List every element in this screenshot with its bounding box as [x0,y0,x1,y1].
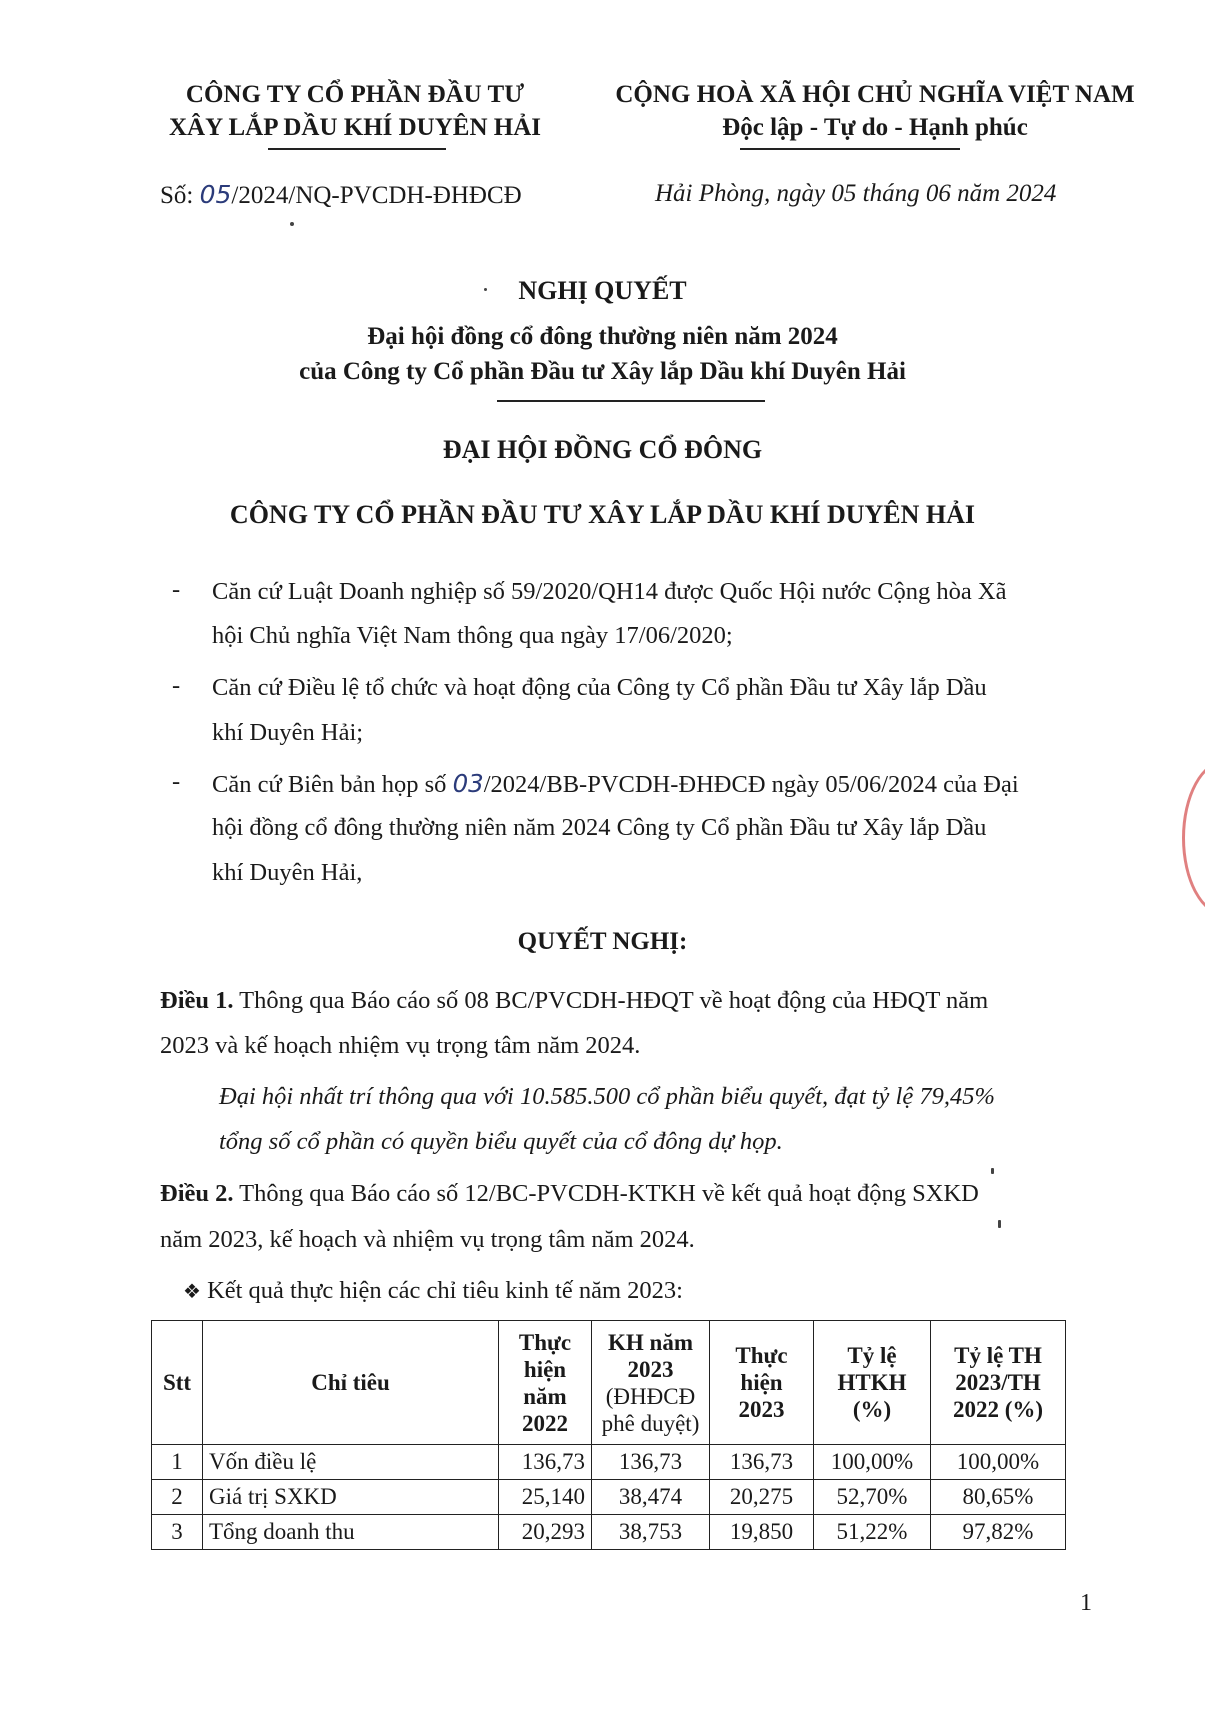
basis-3-line3: khí Duyên Hải, [212,859,363,886]
basis-2-dash: - [172,672,181,699]
table-cell: 2 [152,1480,203,1515]
basis-2-line2: khí Duyên Hải; [212,719,364,746]
document-subtitle-1: Đại hội đồng cổ đông thường niên năm 2024 [367,323,838,350]
scan-speck [991,1168,994,1174]
national-motto-header [585,78,1165,144]
basis-3-line1 [212,768,1019,801]
article-2-line1 [160,1178,979,1210]
header-chi-tieu: Chỉ tiêu [203,1321,499,1445]
basis-3-handwritten: 03 [452,769,484,798]
document-title: NGHỊ QUYẾT [518,276,687,305]
diamond-bullet-icon: ❖ [183,1279,201,1303]
article-1-line1 [160,985,988,1017]
motto-underline [740,148,960,150]
table-cell: 20,293 [499,1515,592,1550]
table-cell: 97,82% [931,1515,1066,1550]
scan-speck [998,1220,1001,1228]
issuer-line2: CÔNG TY CỔ PHẦN ĐẦU TƯ XÂY LẮP DẦU KHÍ DUYÊN HẢI [229,500,976,529]
article-2-label: Điều 2. [160,1180,234,1207]
results-heading [183,1275,683,1307]
results-heading-text: Kết quả thực hiện các chỉ tiêu kinh tế năm 2023: [207,1277,683,1304]
header-ty-le-htkh: Tỷ lệ HTKH (%) [814,1321,931,1445]
table-cell: 25,140 [499,1480,592,1515]
table-header-row [152,1321,1066,1445]
company-name-header [140,78,570,144]
basis-1-line1: Căn cứ Luật Doanh nghiệp số 59/2020/QH14 được Quốc Hội nước Cộng hòa Xã [212,578,1007,605]
nation-motto: Độc lập - Tự do - Hạnh phúc [722,114,1028,141]
issuer-line1: ĐẠI HỘI ĐỒNG CỔ ĐÔNG [442,435,763,464]
table-row [152,1515,1066,1550]
table-cell: 52,70% [814,1480,931,1515]
scan-speck [484,288,487,291]
table-cell: Giá trị SXKD [203,1480,499,1515]
table-cell: 136,73 [499,1445,592,1480]
basis-3-suffix: /2024/BB-PVCDH-ĐHĐCĐ ngày 05/06/2024 của Đại [483,771,1019,798]
article-1-vote-line1: Đại hội nhất trí thông qua với 10.585.500 cổ phần biểu quyết, đạt tỷ lệ 79,45% [219,1083,995,1110]
header-ty-le-th: Tỷ lệ TH 2023/TH 2022 (%) [931,1321,1066,1445]
table-cell: Tổng doanh thu [203,1515,499,1550]
table-cell: 19,850 [710,1515,814,1550]
table-cell: 3 [152,1515,203,1550]
table-cell: 136,73 [592,1445,710,1480]
place-date: Hải Phòng, ngày 05 tháng 06 năm 2024 [655,180,1057,207]
nation-name: CỘNG HOÀ XÃ HỘI CHỦ NGHĨA VIỆT NAM [615,81,1135,108]
table-cell: 100,00% [931,1445,1066,1480]
basis-3-prefix: Căn cứ Biên bản họp số [212,771,453,798]
doc-number-suffix: /2024/NQ-PVCDH-ĐHĐCĐ [231,182,522,209]
table-cell: 38,474 [592,1480,710,1515]
doc-number-handwritten: 05 [199,180,232,209]
table-cell: Vốn điều lệ [203,1445,499,1480]
title-underline [497,400,765,402]
article-1-text: Thông qua Báo cáo số 08 BC/PVCDH-HĐQT về hoạt động của HĐQT năm [233,987,989,1014]
article-1-line2: 2023 và kế hoạch nhiệm vụ trọng tâm năm 2024. [160,1032,641,1059]
page-number: 1 [1080,1590,1092,1616]
company-name-line2: XÂY LẮP DẦU KHÍ DUYÊN HẢI [168,114,541,141]
header-th-2022: Thực hiện năm 2022 [499,1321,592,1445]
basis-2-line1: Căn cứ Điều lệ tổ chức và hoạt động của Công ty Cổ phần Đầu tư Xây lắp Dầu [212,674,987,701]
results-table [151,1320,1066,1550]
table-cell: 38,753 [592,1515,710,1550]
article-2-text: Thông qua Báo cáo số 12/BC-PVCDH-KTKH về kết quả hoạt động SXKD [233,1180,979,1207]
header-kh-2023: KH năm 2023 (ĐHĐCĐ phê duyệt) [592,1321,710,1445]
document-number [160,180,522,210]
table-row [152,1480,1066,1515]
table-cell: 100,00% [814,1445,931,1480]
table-cell: 136,73 [710,1445,814,1480]
document-subtitle-2: của Công ty Cổ phần Đầu tư Xây lắp Dầu khí Duyên Hải [299,358,906,385]
red-stamp-seal [1182,760,1205,916]
article-1-vote-line2: tổng số cổ phần có quyền biểu quyết của cổ đông dự họp. [219,1128,783,1155]
basis-3-line2: hội đồng cổ đông thường niên năm 2024 Công ty Cổ phần Đầu tư Xây lắp Dầu [212,814,987,841]
header-th-2023: Thực hiện 2023 [710,1321,814,1445]
scan-speck [290,222,294,226]
basis-1-dash: - [172,576,181,603]
company-name-line1: CÔNG TY CỔ PHẦN ĐẦU TƯ [185,81,525,108]
resolution-heading: QUYẾT NGHỊ: [517,928,688,955]
table-cell: 20,275 [710,1480,814,1515]
doc-number-prefix: Số: [160,182,200,209]
table-cell: 80,65% [931,1480,1066,1515]
header-stt: Stt [152,1321,203,1445]
article-1-label: Điều 1. [160,987,234,1014]
company-underline [268,148,446,150]
basis-1-line2: hội Chủ nghĩa Việt Nam thông qua ngày 17/06/2020; [212,622,733,649]
table-cell: 1 [152,1445,203,1480]
article-2-line2: năm 2023, kế hoạch và nhiệm vụ trọng tâm năm 2024. [160,1226,695,1253]
basis-3-dash: - [172,768,181,795]
table-cell: 51,22% [814,1515,931,1550]
table-row [152,1445,1066,1480]
